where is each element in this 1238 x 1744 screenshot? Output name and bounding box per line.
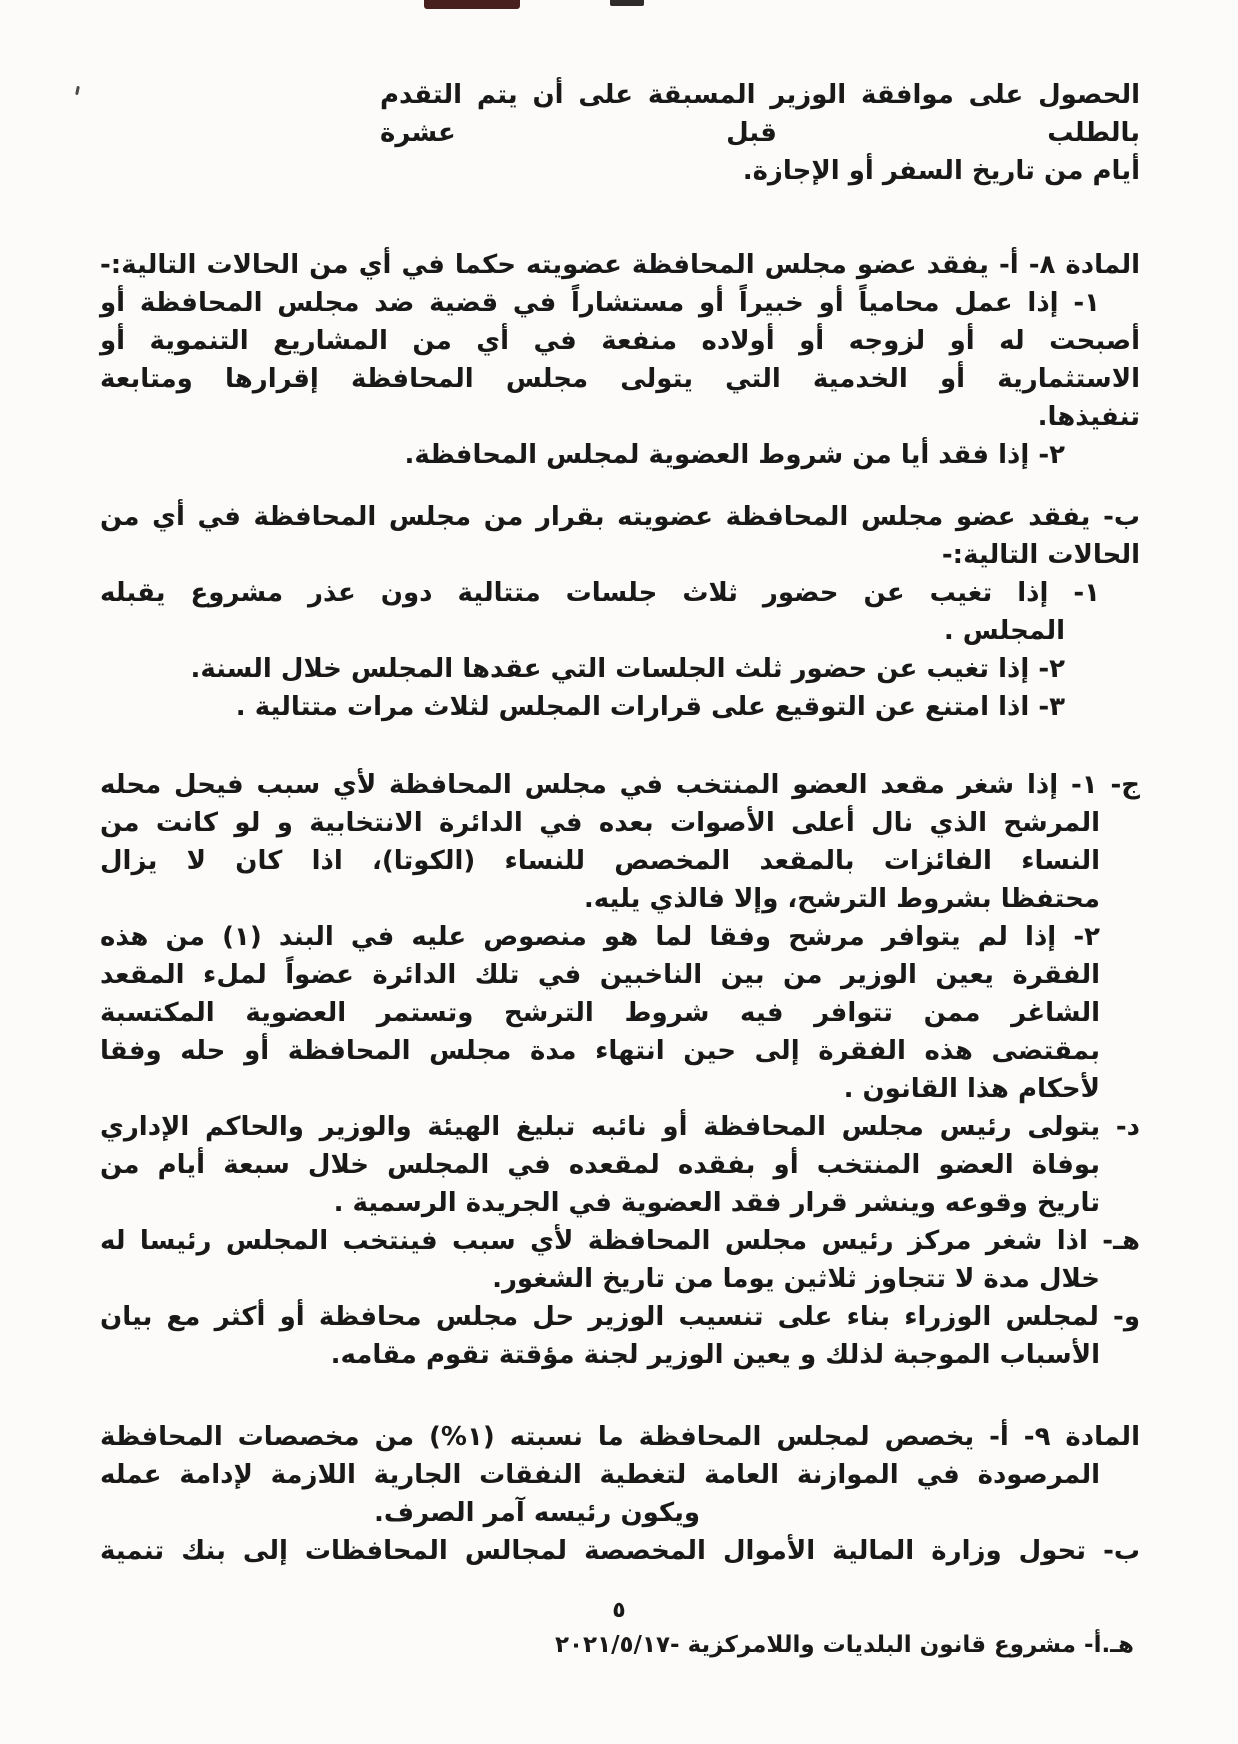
text-line: الفقرة يعين الوزير من بين الناخبين في تلك الدائرة عضواً لملء المقعد bbox=[100, 960, 1100, 990]
footer-note: هـ.أ- مشروع قانون البلديات واللامركزية -٢٠٢١/٥/١٧ bbox=[554, 1632, 1134, 1658]
text-line: ٢- إذا لم يتوافر مرشح وفقا لما هو منصوص عليه في البند (١) من هذه bbox=[100, 922, 1100, 952]
article-8-b-item-3 bbox=[100, 688, 1140, 726]
text-line: ٢- إذا فقد أيا من شروط العضوية لمجلس المحافظة. bbox=[404, 440, 1065, 470]
text-line: تنفيذها. bbox=[1037, 402, 1140, 432]
text-line: هـ- اذا شغر مركز رئيس مجلس المحافظة لأي سبب فينتخب المجلس رئيسا له bbox=[100, 1226, 1140, 1256]
text-line: ب- يفقد عضو مجلس المحافظة عضويته بقرار من مجلس المحافظة في أي من bbox=[100, 502, 1140, 532]
text-line: الاستثمارية أو الخدمية التي يتولى مجلس المحافظة إقرارها ومتابعة bbox=[100, 364, 1140, 394]
text-line: المرشح الذي نال أعلى الأصوات بعده في الدائرة الانتخابية و لو كانت من bbox=[100, 808, 1100, 838]
text-line: ٢- إذا تغيب عن حضور ثلث الجلسات التي عقدها المجلس خلال السنة. bbox=[190, 654, 1065, 684]
text-line: الحالات التالية:- bbox=[941, 540, 1140, 570]
article-8-b-heading bbox=[100, 498, 1140, 574]
text-line: بمقتضى هذه الفقرة إلى حين انتهاء مدة مجلس المحافظة أو حله وفقا bbox=[100, 1036, 1100, 1066]
article-8-w-paragraph bbox=[100, 1298, 1140, 1374]
text-line: ب- تحول وزارة المالية الأموال المخصصة لمجالس المحافظات إلى بنك تنمية bbox=[100, 1536, 1140, 1566]
article-8-h-paragraph bbox=[100, 1222, 1140, 1298]
article-8-a-heading bbox=[100, 246, 1140, 284]
scan-artifact-top-mark bbox=[610, 0, 644, 6]
text-line: المرصودة في الموازنة العامة لتغطية النفقات الجارية اللازمة لإدامة عمله bbox=[100, 1460, 1100, 1490]
text-line: الشاغر ممن تتوافر فيه شروط الترشح وتستمر العضوية المكتسبة bbox=[100, 998, 1100, 1028]
text-line: النساء الفائزات بالمقعد المخصص للنساء (الكوتا)، اذا كان لا يزال bbox=[100, 846, 1100, 876]
text-line: و- لمجلس الوزراء بناء على تنسيب الوزير حل مجلس محافظة أو أكثر مع بيان bbox=[100, 1302, 1140, 1332]
article-8-a-item-1 bbox=[100, 284, 1140, 436]
text-line: ١- إذا تغيب عن حضور ثلاث جلسات متتالية دون عذر مشروع يقبله bbox=[100, 578, 1100, 608]
text-line: بوفاة العضو المنتخب أو بفقده لمقعده في المجلس خلال سبعة أيام من bbox=[100, 1150, 1100, 1180]
text-line: تاريخ وقوعه وينشر قرار فقد العضوية في الجريدة الرسمية . bbox=[333, 1188, 1100, 1218]
text-line: أصبحت له أو لزوجه أو أولاده منفعة في أي من المشاريع التنموية أو bbox=[100, 326, 1140, 356]
page-number: ٥ bbox=[612, 1598, 626, 1623]
text-line: لأحكام هذا القانون . bbox=[843, 1074, 1100, 1104]
scan-artifact-speck bbox=[75, 86, 80, 95]
article-8-b-item-1 bbox=[100, 574, 1140, 650]
text-line: المادة ٨- أ- يفقد عضو مجلس المحافظة عضويته حكما في أي من الحالات التالية:- bbox=[100, 250, 1140, 280]
text-line: ج- ١- إذا شغر مقعد العضو المنتخب في مجلس المحافظة لأي سبب فيحل محله bbox=[100, 770, 1140, 800]
text-line: المجلس . bbox=[943, 616, 1065, 646]
scan-artifact-top-smudge bbox=[424, 0, 520, 9]
text-line: محتفظا بشروط الترشح، وإلا فالذي يليه. bbox=[583, 884, 1100, 914]
text-line: ويكون رئيسه آمر الصرف. bbox=[374, 1498, 700, 1528]
text-line: ٣- اذا امتنع عن التوقيع على قرارات المجلس لثلاث مرات متتالية . bbox=[235, 692, 1065, 722]
text-line: أيام من تاريخ السفر أو الإجازة. bbox=[742, 156, 1140, 186]
document-body bbox=[100, 76, 1140, 1570]
intro-continuation-paragraph bbox=[380, 76, 1140, 190]
article-8-b-item-2 bbox=[100, 650, 1140, 688]
article-9-a-paragraph bbox=[100, 1418, 1140, 1532]
text-line: ١- إذا عمل محامياً أو خبيراً أو مستشاراً في قضية ضد مجلس المحافظة أو bbox=[100, 288, 1100, 318]
text-line: الحصول على موافقة الوزير المسبقة على أن يتم التقدم بالطلب قبل عشرة bbox=[380, 80, 1140, 148]
article-8-d-paragraph bbox=[100, 1108, 1140, 1222]
text-line: خلال مدة لا تتجاوز ثلاثين يوما من تاريخ الشغور. bbox=[492, 1264, 1100, 1294]
text-line: الأسباب الموجبة لذلك و يعين الوزير لجنة مؤقتة تقوم مقامه. bbox=[330, 1340, 1100, 1370]
text-line: د- يتولى رئيس مجلس المحافظة أو نائبه تبليغ الهيئة والوزير والحاكم الإداري bbox=[100, 1112, 1140, 1142]
article-9-b-paragraph bbox=[100, 1532, 1140, 1570]
article-8-c-item-2 bbox=[100, 918, 1140, 1108]
article-8-c-item-1 bbox=[100, 766, 1140, 918]
text-line: المادة ٩- أ- يخصص لمجلس المحافظة ما نسبته (١%) من مخصصات المحافظة bbox=[100, 1422, 1140, 1452]
article-8-a-item-2 bbox=[100, 436, 1140, 474]
